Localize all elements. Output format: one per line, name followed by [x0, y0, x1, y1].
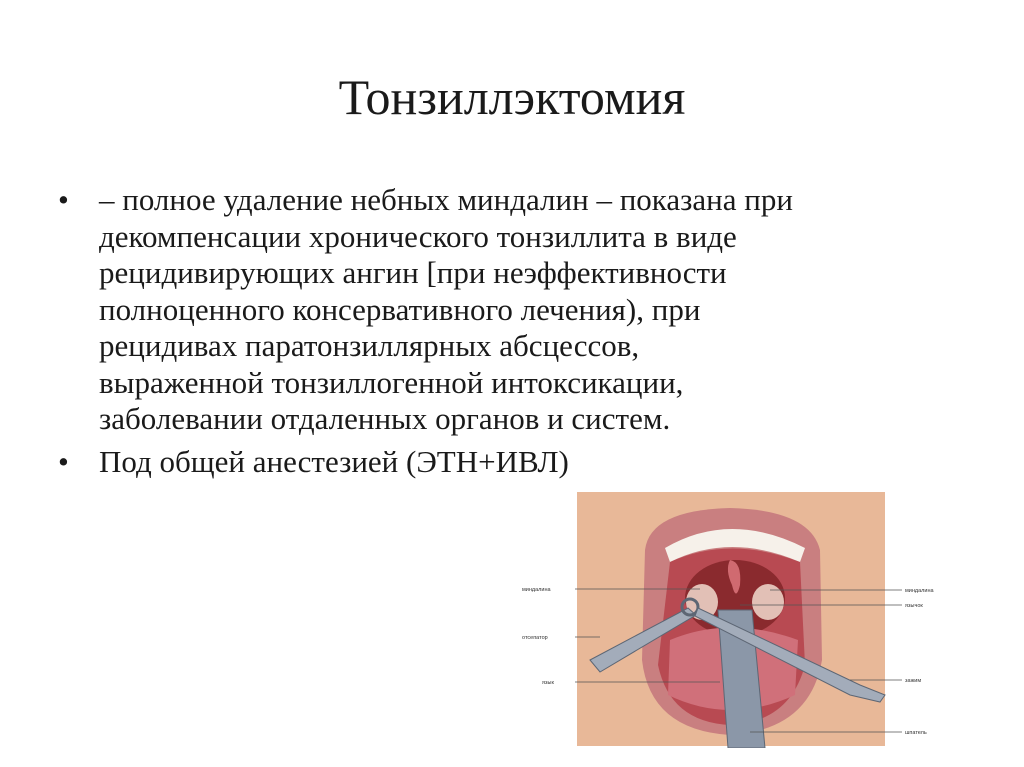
figure-label: шпатель: [905, 730, 927, 736]
bullet-line: Под общей анестезией (ЭТН+ИВЛ): [99, 443, 569, 479]
bullet-line: рецидивах паратонзиллярных абсцессов,: [99, 328, 640, 363]
figure-label: зажим: [905, 678, 922, 684]
right-tonsil: [752, 584, 784, 620]
bullet-marker: •: [58, 182, 69, 217]
bullet-line: заболевании отдаленных органов и систем.: [99, 401, 671, 436]
bullet-line: полноценного консервативного лечения), при: [99, 291, 701, 327]
figure-label: отсепатор: [522, 635, 548, 641]
bullet-item-anesthesia: [58, 444, 938, 481]
bullet-list: [58, 182, 938, 486]
figure-label: миндалина: [522, 587, 551, 593]
slide-title: Тонзиллэктомия: [338, 69, 686, 125]
mouth-diagram: [520, 490, 950, 748]
bullet-line: – полное удаление небных миндалин – показана при: [99, 182, 793, 217]
bullet-item-indications: [58, 182, 938, 438]
figure-label: язык: [542, 680, 554, 686]
bullet-line: выраженной тонзиллогенной интоксикации,: [99, 364, 684, 400]
bullet-line: рецидивирующих ангин [при неэффективности: [99, 255, 727, 290]
bullet-line: декомпенсации хронического тонзиллита в виде: [99, 218, 737, 254]
tonsillectomy-illustration: [520, 490, 950, 748]
figure-label: миндалина: [905, 588, 934, 594]
figure-label: язычок: [905, 603, 923, 609]
bullet-marker: •: [58, 443, 69, 479]
